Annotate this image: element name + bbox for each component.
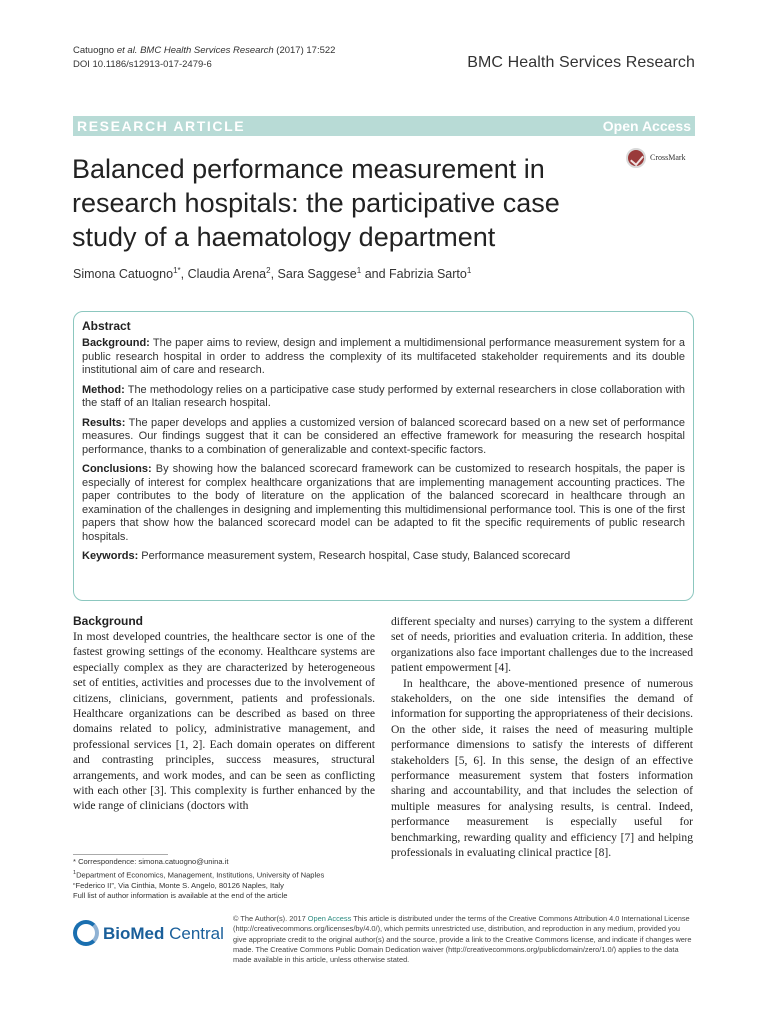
abstract-background: Background: The paper aims to review, design and implement a multidimensional performance measurement system for a public research hospital in order to address the complexity of its multifaceted stakeholder requirements and its double institutional aim of care and research. — [82, 337, 685, 376]
abstract-keywords: Keywords: Performance measurement system, Research hospital, Case study, Balanced scorecard — [82, 550, 571, 562]
article-title: Balanced performance measurement in research hospitals: the participative case study of a haematology department — [72, 154, 560, 252]
crossmark-label: CrossMark — [650, 153, 686, 162]
footnotes — [73, 857, 373, 902]
author-affiliation-mark: 2 — [266, 266, 271, 275]
affiliation-address: “Federico II”, Via Cinthia, Monte S. Angelo, 80126 Naples, Italy — [73, 880, 284, 890]
author-name: Simona Catuogno — [73, 267, 174, 282]
crossmark-button[interactable] — [626, 146, 696, 170]
open-access-label: Open Access — [602, 118, 691, 134]
author-affiliation-mark: 1 — [466, 266, 472, 275]
journal-name: BMC Health Services Research — [467, 54, 695, 71]
citation-volume: (2017) 17:522 — [273, 45, 336, 56]
abstract-box — [73, 311, 694, 601]
citation-line — [73, 44, 335, 72]
author-info-note: Full list of author information is available at the end of the article — [73, 891, 288, 901]
article-type-banner — [73, 116, 695, 136]
author-affiliation-mark: 1* — [173, 266, 181, 275]
body-paragraph: In healthcare, the above-mentioned presence of numerous stakeholders, on the one side intensifies the demand of information for supporting the appropriateness of their decisions. On the other side, it raises the need of measuring multiple performance dimensions to satisfy the interests of different stakeholders [5, 6]. In this sense, the design of an effective performance measurement system that fosters information sharing and accountability, and that includes the selection of multiple measures for analysing results, is central. Indeed, performance measurement is especially useful for benchmarking, rewarding quality and efficiency [7] and helping professionals in evaluating clinical practice [8]. — [391, 676, 694, 860]
biomed-central-icon — [73, 920, 99, 946]
abstract-method: Method: The methodology relies on a participative case study performed by external researchers in close collaboration with the staff of an Italian research hospital. — [82, 383, 685, 409]
citation-journal: et al. BMC Health Services Research — [116, 45, 274, 56]
publisher-logo — [73, 914, 223, 954]
body-column-right — [391, 614, 693, 861]
abstract-conclusions: Conclusions: By showing how the balanced scorecard framework can be customized to research hospitals, the paper is especially of interest for complex healthcare organizations that are implementing management accounting practices. The paper contributes to the body of literature on the application of the balanced scorecard in healthcare through an examination of the challenges in designing and implementing this multidimensional performance tool. This is one of the first papers that show how the balanced scorecard model can be adapted to fit the specific requirements of public research hospitals. — [82, 463, 685, 543]
author-affiliation-mark: 1 — [356, 266, 362, 275]
doi[interactable]: DOI 10.1186/s12913-017-2479-6 — [73, 59, 212, 70]
citation-authors: Catuogno — [73, 45, 117, 56]
author-list: Simona Catuogno$^{1*}$, Claudia Arena$^2$, Sara Saggese$^1$ and Fabrizia Sarto$^1$ — [73, 266, 472, 282]
author-name: Claudia Arena — [187, 267, 267, 282]
author-name: Sara Saggese — [277, 267, 357, 282]
body-column-left — [73, 613, 375, 814]
affiliation: $^1$Department of Economics, Management, Institutions, University of Naples — [73, 869, 325, 880]
footnote-divider — [73, 854, 168, 855]
correspondence: * Correspondence: simona.catuogno@unina.it — [73, 857, 229, 866]
author-name: Fabrizia Sarto — [389, 267, 467, 282]
publisher-name: BioMed Central — [103, 924, 224, 943]
body-paragraph: different specialty and nurses) carrying to the system a different set of needs, priorities and evaluation criteria. In addition, these organizations also face important challenges due to the increased patient empowerment [4]. — [391, 615, 693, 675]
section-heading: Background — [73, 614, 144, 628]
body-paragraph: In most developed countries, the healthcare sector is one of the fastest growing settings of the economy. Healthcare systems are especially complex as they are characterized by heterogeneous set of entities, activities and processes due to the involvement of citizens, clinicians, government, patients and professionals. Healthcare organizations can be described as based on three domains related to policy, administrative management, and professional services [1, 2]. Each domain operates on different and contrasting principles, success measures, structural arrangements, and work modes, and can be seen as conflicting with each other [3]. This complexity is further enhanced by the wide range of clinicians (doctors with — [73, 630, 375, 813]
open-access-inline: Open Access — [307, 914, 352, 923]
crossmark-icon — [626, 148, 646, 168]
article-type: RESEARCH ARTICLE — [77, 118, 246, 134]
license-statement: © The Author(s). 2017 Open Access This article is distributed under the terms of the Creative Commons Attribution 4.0 International License (http://creativecommons.org/licenses/by/4.0/), which permits unrestricted use, distribution, and reproduction in any medium, provided you give appropriate credit to the original author(s) and the source, provide a link to the Creative Commons license, and indicate if changes were made. The Creative Commons Public Domain Dedication waiver (http://creativecommons.org/publicdomain/zero/1.0/) applies to the data made available in this article, unless otherwise stated. — [233, 914, 692, 965]
abstract-results: Results: The paper develops and applies a customized version of balanced scorecard based on a new set of performance measures. Our findings suggest that it can be considered an effective framework for measuring the research hospital performance, thanks to a combination of generalizable and context-specific factors. — [82, 416, 685, 456]
abstract-heading: Abstract — [82, 319, 131, 333]
